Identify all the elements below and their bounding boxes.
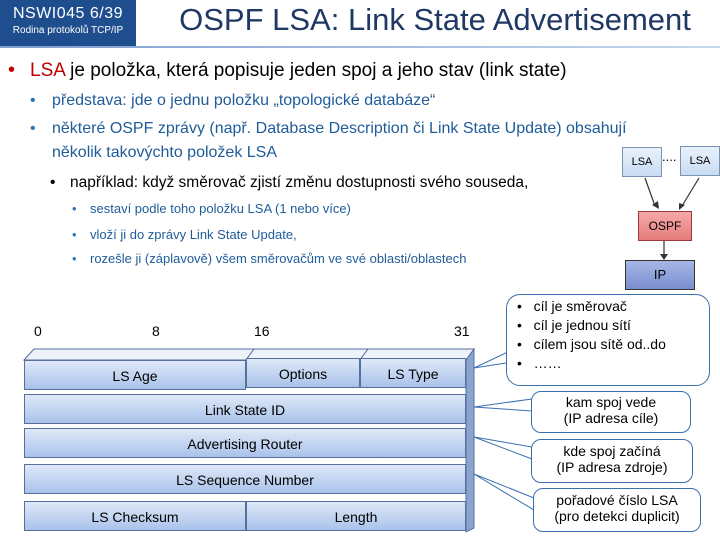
ls-type-item-network: • cíl je jednou sítí [517,317,631,333]
bullet-text: rozešle ji (záplavově) všem směrovačům ve své oblasti/oblastech [90,251,467,266]
course-name: Rodina protokolů TCP/IP [12,25,124,36]
bullet-text: představa: jde o jednu položku „topologické databáze“ [52,92,436,109]
ls-type-item-more: • …… [517,355,562,371]
lsa-box-1: LSA [622,147,662,177]
field-ls-checksum: LS Checksum [24,501,246,531]
field-ls-type: LS Type [360,358,466,388]
lsa-definition-text: je položka, která popisuje jeden spoj a jeho stav (link state) [64,60,567,81]
field-link-state-id: Link State ID [24,394,466,424]
ellipsis: .... [662,149,677,164]
bullet-text: vloží ji do zprávy Link State Update, [90,227,297,242]
callout-sequence-number: pořadové číslo LSA (pro detekci duplicit) [533,488,701,532]
bullet-text-line1: některé OSPF zprávy (např. Database Description či Link State Update) obsahují [52,120,627,137]
bullet-dot-icon: • [30,120,36,137]
slide-title: OSPF LSA: Link State Advertisement [179,2,691,37]
ls-type-item-range: • cílem jsou sítě od..do [517,336,666,352]
ls-type-item-router: • cíl je směrovač [517,298,627,314]
bullet-dot-icon: • [72,201,77,216]
lsa-box-2: LSA [680,146,720,176]
bullet-dot-icon: • [8,59,16,81]
field-options: Options [246,358,360,388]
bit-number-16: 16 [254,323,270,339]
bit-number-8: 8 [152,323,160,339]
bullet-dot-icon: • [72,251,77,266]
ip-box: IP [625,260,695,290]
course-code: NSWI045 6/39 [12,5,124,22]
bullet-dot-icon: • [50,174,56,191]
bullet-text: sestaví podle toho položku LSA (1 nebo více) [90,201,351,216]
field-length: Length [246,501,466,531]
callout-link-state-id: kam spoj vede (IP adresa cíle) [531,391,691,433]
lsa-term: LSA [30,60,65,81]
ospf-box: OSPF [638,211,692,241]
callout-ls-type [506,294,710,386]
field-ls-sequence-number: LS Sequence Number [24,464,466,494]
bullet-text-line2: několik takovýchto položek LSA [52,144,278,161]
bullet-dot-icon: • [30,92,36,109]
bullet-text: například: když směrovač zjistí změnu dostupnosti svého souseda, [70,174,529,191]
callout-advertising-router: kde spoj začíná (IP adresa zdroje) [531,439,693,483]
field-ls-age: LS Age [24,360,246,390]
bullet-dot-icon: • [72,227,77,242]
bit-number-0: 0 [34,323,42,339]
bit-number-31: 31 [454,323,470,339]
field-advertising-router: Advertising Router [24,428,466,458]
